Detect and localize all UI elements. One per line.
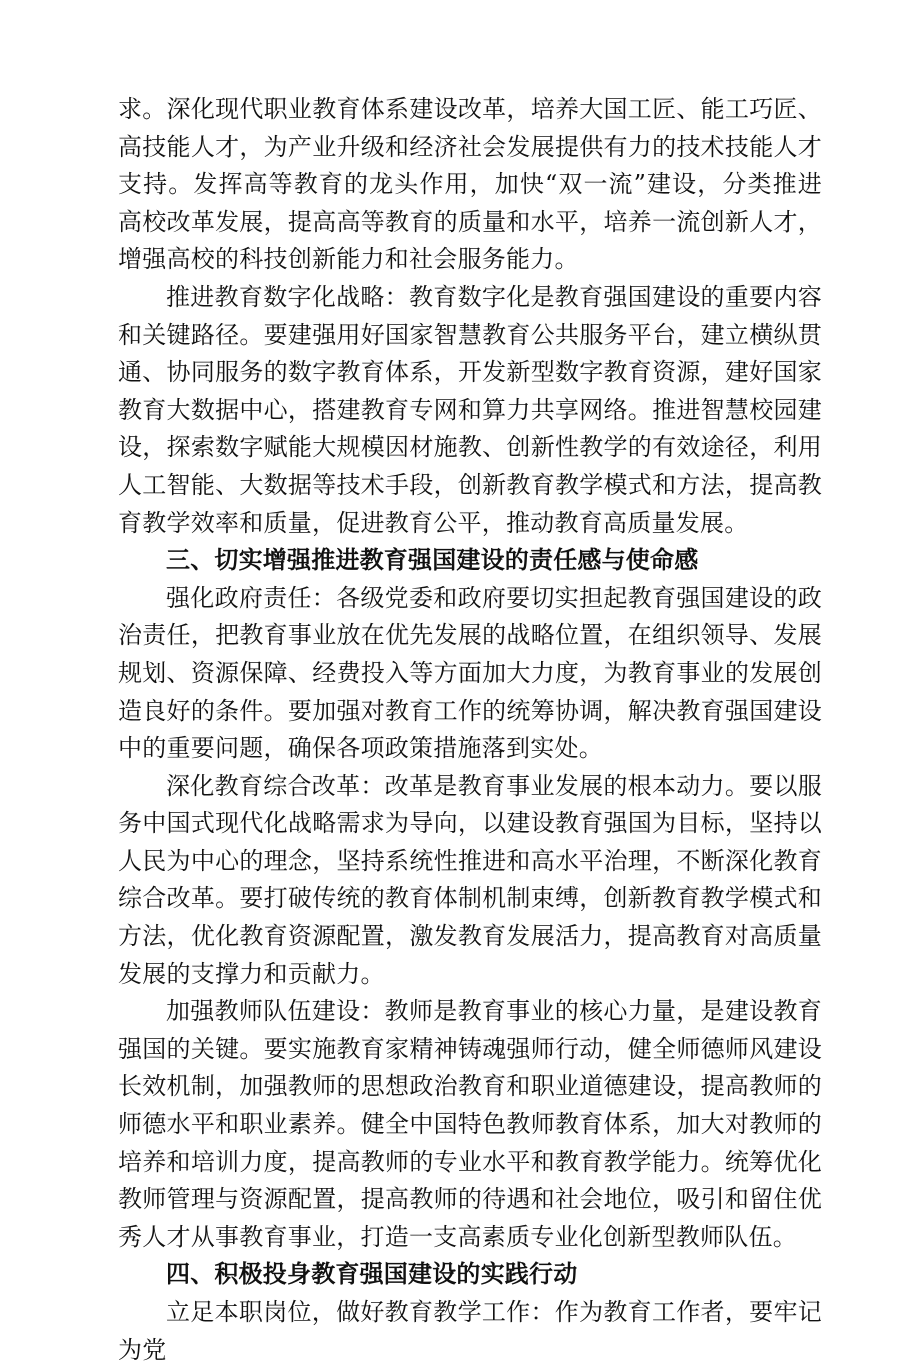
paragraph-teaching-work: 立足本职岗位，做好教育教学工作：作为教育工作者，要牢记为党	[118, 1298, 822, 1364]
document-body	[118, 91, 822, 1369]
paragraph-education-digitalization: 推进教育数字化战略：教育数字化是教育强国建设的重要内容和关键路径。要建强用好国家智慧教育公共服务平台，建立横纵贯通、协同服务的数字教育体系，开发新型数字教育资源，建好国家教育大数据中心，搭建教育专网和算力共享网络。推进智慧校园建设，探索数字赋能大规模因材施教、创新性教学的有效途径，利用人工智能、大数据等技术手段，创新教育教学模式和方法，提高教育教学效率和质量，促进教育公平，推动教育高质量发展。	[118, 282, 822, 537]
section-heading-4: 四、积极投身教育强国建设的实践行动	[166, 1260, 578, 1289]
paragraph-vocational-and-higher-education: 求。深化现代职业教育体系建设改革，培养大国工匠、能工巧匠、高技能人才，为产业升级和经济社会发展提供有力的技术技能人才支持。发挥高等教育的龙头作用，加快“双一流”建设，分类推进高校改革发展，提高高等教育的质量和水平，培养一流创新人才，增强高校的科技创新能力和社会服务能力。	[118, 95, 822, 274]
paragraph-teacher-team-building: 加强教师队伍建设：教师是教育事业的核心力量，是建设教育强国的关键。要实施教育家精神铸魂强师行动，健全师德师风建设长效机制，加强教师的思想政治教育和职业道德建设，提高教师的师德水平和职业素养。健全中国特色教师教育体系，加大对教师的培养和培训力度，提高教师的专业水平和教育教学能力。统筹优化教师管理与资源配置，提高教师的待遇和社会地位，吸引和留住优秀人才从事教育事业，打造一支高素质专业化创新型教师队伍。	[118, 997, 822, 1251]
section-heading-3: 三、切实增强推进教育强国建设的责任感与使命感	[166, 546, 699, 575]
paragraph-comprehensive-reform: 深化教育综合改革：改革是教育事业发展的根本动力。要以服务中国式现代化战略需求为导向，以建设教育强国为目标，坚持以人民为中心的理念，坚持系统性推进和高水平治理，不断深化教育综合改革。要打破传统的教育体制机制束缚，创新教育教学模式和方法，优化教育资源配置，激发教育发展活力，提高教育对高质量发展的支撑力和贡献力。	[118, 771, 822, 988]
paragraph-government-responsibility: 强化政府责任：各级党委和政府要切实担起教育强国建设的政治责任，把教育事业放在优先发展的战略位置，在组织领导、发展规划、资源保障、经费投入等方面加大力度，为教育事业的发展创造良好的条件。要加强对教育工作的统筹协调，解决教育强国建设中的重要问题，确保各项政策措施落到实处。	[118, 583, 822, 763]
